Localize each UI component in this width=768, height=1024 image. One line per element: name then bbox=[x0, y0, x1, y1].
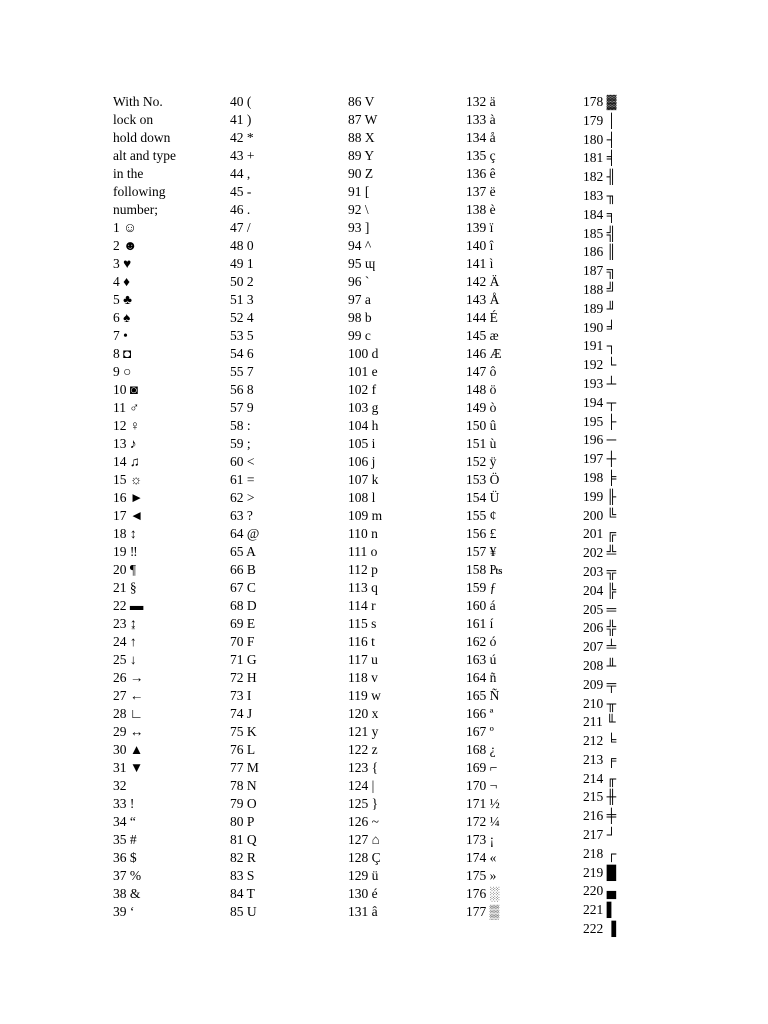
code-entry: 199 ╟ bbox=[583, 488, 617, 504]
code-entry: 28 ∟ bbox=[113, 706, 144, 721]
code-entry: 204 ╠ bbox=[583, 582, 617, 598]
code-entry: 96 ` bbox=[348, 274, 370, 289]
code-entry: 77 M bbox=[230, 760, 259, 775]
code-entry: 113 q bbox=[348, 580, 378, 595]
code-entry: 35 # bbox=[113, 832, 137, 847]
code-entry: 76 L bbox=[230, 742, 256, 757]
code-entry: 73 I bbox=[230, 688, 252, 703]
code-entry: 45 - bbox=[230, 184, 252, 199]
code-entry: 126 ~ bbox=[348, 814, 379, 829]
code-entry: 165 Ñ bbox=[466, 688, 500, 703]
code-entry: 146 Æ bbox=[466, 346, 502, 361]
code-entry: 22 ▬ bbox=[113, 598, 144, 613]
code-entry: 133 à bbox=[466, 112, 496, 127]
code-entry: in the bbox=[113, 166, 144, 181]
code-entry: 82 R bbox=[230, 850, 256, 865]
code-entry: 65 A bbox=[230, 544, 256, 559]
code-entry: 49 1 bbox=[230, 256, 254, 271]
code-entry: 123 { bbox=[348, 760, 379, 775]
code-entry: 136 ê bbox=[466, 166, 496, 181]
code-entry: 47 / bbox=[230, 220, 251, 235]
code-entry: 220 ▄ bbox=[583, 883, 617, 899]
code-entry: 158 ₧ bbox=[466, 562, 503, 577]
code-entry: 55 7 bbox=[230, 364, 254, 379]
code-entry: 160 á bbox=[466, 598, 496, 613]
code-entry: With No. bbox=[113, 94, 163, 109]
column-5 bbox=[583, 93, 695, 939]
code-entry: 157 ¥ bbox=[466, 544, 497, 559]
code-entry: 38 & bbox=[113, 886, 141, 901]
code-entry: 189 ╜ bbox=[583, 300, 617, 316]
code-entry: 188 ╝ bbox=[583, 281, 617, 297]
column-2 bbox=[230, 93, 342, 921]
code-entry: 21 § bbox=[113, 580, 137, 595]
code-entry: 212 ╘ bbox=[583, 733, 617, 749]
code-entry: 203 ╦ bbox=[583, 563, 617, 579]
code-entry: 192 └ bbox=[583, 357, 617, 373]
code-entry: 1 ☺ bbox=[113, 220, 137, 235]
code-entry: 59 ; bbox=[230, 436, 251, 451]
code-entry: 180 ┤ bbox=[583, 131, 617, 147]
code-entry: 152 ÿ bbox=[466, 454, 497, 469]
code-entry: 144 É bbox=[466, 310, 498, 325]
code-entry: 222 ▐ bbox=[583, 921, 617, 937]
code-entry: 134 å bbox=[466, 130, 496, 145]
code-entry: 181 ╡ bbox=[583, 150, 617, 166]
code-entry: 142 Ä bbox=[466, 274, 500, 289]
code-entry: 9 ○ bbox=[113, 364, 132, 379]
code-entry: 215 ╫ bbox=[583, 789, 617, 805]
code-entry: 179 │ bbox=[583, 112, 617, 128]
code-entry: 57 9 bbox=[230, 400, 254, 415]
code-entry: 20 ¶ bbox=[113, 562, 136, 577]
code-entry: 61 = bbox=[230, 472, 255, 487]
code-entry: 187 ╗ bbox=[583, 263, 617, 279]
code-entry: 115 s bbox=[348, 616, 377, 631]
code-entry: 216 ╪ bbox=[583, 808, 617, 824]
code-entry: 197 ┼ bbox=[583, 451, 617, 467]
code-entry: 105 i bbox=[348, 436, 376, 451]
code-entry: 173 ¡ bbox=[466, 832, 495, 847]
code-entry: 176 ░ bbox=[466, 886, 500, 901]
code-entry: 194 ┬ bbox=[583, 394, 617, 410]
code-entry: 54 6 bbox=[230, 346, 254, 361]
code-entry: 139 ï bbox=[466, 220, 494, 235]
code-entry: 94 ^ bbox=[348, 238, 372, 253]
code-entry: 112 p bbox=[348, 562, 378, 577]
code-entry: 13 ♪ bbox=[113, 436, 137, 451]
code-entry: 91 [ bbox=[348, 184, 370, 199]
code-entry: 167 º bbox=[466, 724, 494, 739]
code-entry: 3 ♥ bbox=[113, 256, 132, 271]
code-entry: 193 ┴ bbox=[583, 375, 617, 391]
code-entry: 66 B bbox=[230, 562, 256, 577]
code-entry: 14 ♫ bbox=[113, 454, 140, 469]
code-entry: 36 $ bbox=[113, 850, 137, 865]
code-entry: 39 ‘ bbox=[113, 904, 135, 919]
code-entry: 211 ╙ bbox=[583, 714, 616, 730]
code-entry: 201 ╔ bbox=[583, 526, 617, 542]
code-entry: 68 D bbox=[230, 598, 257, 613]
code-entry: 122 z bbox=[348, 742, 378, 757]
code-entry: 190 ╛ bbox=[583, 319, 617, 335]
code-entry: 121 y bbox=[348, 724, 379, 739]
code-entry: 217 ┘ bbox=[583, 827, 617, 843]
code-entry: 40 ( bbox=[230, 94, 252, 109]
code-entry: 213 ╒ bbox=[583, 751, 617, 767]
code-entry: 128 Ç bbox=[348, 850, 381, 865]
code-entry: 137 ë bbox=[466, 184, 496, 199]
code-entry: 83 S bbox=[230, 868, 255, 883]
code-entry: 198 ╞ bbox=[583, 469, 617, 485]
code-entry: 10 ◙ bbox=[113, 382, 139, 397]
code-entry: 99 c bbox=[348, 328, 371, 343]
code-entry: 63 ? bbox=[230, 508, 253, 523]
code-entry: 104 h bbox=[348, 418, 379, 433]
code-entry: 86 V bbox=[348, 94, 375, 109]
code-entry: 79 O bbox=[230, 796, 257, 811]
code-entry: 27 ← bbox=[113, 688, 144, 703]
code-entry: 205 ═ bbox=[583, 601, 617, 617]
code-entry: 161 í bbox=[466, 616, 494, 631]
code-entry: 64 @ bbox=[230, 526, 260, 541]
code-entry: 127 ⌂ bbox=[348, 832, 380, 847]
code-entry: 109 m bbox=[348, 508, 383, 523]
code-entry: 34 “ bbox=[113, 814, 136, 829]
code-entry: 131 â bbox=[348, 904, 378, 919]
code-entry: 80 P bbox=[230, 814, 255, 829]
code-entry: 81 Q bbox=[230, 832, 257, 847]
code-entry: 60 < bbox=[230, 454, 255, 469]
code-entry: 166 ª bbox=[466, 706, 494, 721]
code-entry: 141 ì bbox=[466, 256, 494, 271]
code-entry: 163 ú bbox=[466, 652, 497, 667]
code-entry: 50 2 bbox=[230, 274, 254, 289]
code-entry: 208 ╨ bbox=[583, 657, 617, 673]
column-1 bbox=[113, 93, 225, 921]
code-entry: 169 ⌐ bbox=[466, 760, 498, 775]
code-entry: 111 o bbox=[348, 544, 378, 559]
code-entry: 164 ñ bbox=[466, 670, 497, 685]
code-entry: 37 % bbox=[113, 868, 142, 883]
code-entry: 78 N bbox=[230, 778, 257, 793]
code-entry: 151 ù bbox=[466, 436, 497, 451]
code-entry: 153 Ö bbox=[466, 472, 500, 487]
code-entry: 156 £ bbox=[466, 526, 497, 541]
code-entry: 67 C bbox=[230, 580, 256, 595]
code-entry: 87 W bbox=[348, 112, 378, 127]
code-entry: 25 ↓ bbox=[113, 652, 137, 667]
code-entry: 93 ] bbox=[348, 220, 370, 235]
code-entry: 147 ô bbox=[466, 364, 497, 379]
code-entry: 183 ╖ bbox=[583, 187, 617, 203]
code-entry: 184 ╕ bbox=[583, 206, 617, 222]
code-entry: 56 8 bbox=[230, 382, 254, 397]
code-entry: 221 ▌ bbox=[583, 902, 617, 918]
code-entry: 62 > bbox=[230, 490, 255, 505]
code-entry: 43 + bbox=[230, 148, 255, 163]
code-entry: 162 ó bbox=[466, 634, 497, 649]
code-entry: 174 « bbox=[466, 850, 497, 865]
code-entry: 218 ┌ bbox=[583, 845, 617, 861]
code-entry: 130 é bbox=[348, 886, 378, 901]
code-entry: 124 | bbox=[348, 778, 375, 793]
code-entry: 52 4 bbox=[230, 310, 254, 325]
code-entry: 48 0 bbox=[230, 238, 254, 253]
code-entry: 116 t bbox=[348, 634, 375, 649]
code-entry: 171 ½ bbox=[466, 796, 500, 811]
code-entry: 42 * bbox=[230, 130, 254, 145]
code-entry: 4 ♦ bbox=[113, 274, 131, 289]
code-entry: 202 ╩ bbox=[583, 545, 617, 561]
code-entry: 12 ♀ bbox=[113, 418, 140, 433]
code-entry: lock on bbox=[113, 112, 154, 127]
code-entry: 100 d bbox=[348, 346, 379, 361]
code-entry: 24 ↑ bbox=[113, 634, 137, 649]
code-entry: 209 ╤ bbox=[583, 676, 617, 692]
code-entry: 74 J bbox=[230, 706, 253, 721]
code-entry: 107 k bbox=[348, 472, 379, 487]
code-entry: 98 b bbox=[348, 310, 372, 325]
code-entry: 18 ↕ bbox=[113, 526, 137, 541]
code-entry: 6 ♠ bbox=[113, 310, 131, 325]
code-entry: 119 w bbox=[348, 688, 381, 703]
code-entry: 53 5 bbox=[230, 328, 254, 343]
code-entry: 149 ò bbox=[466, 400, 497, 415]
code-entry: 114 r bbox=[348, 598, 376, 613]
code-entry: 58 : bbox=[230, 418, 251, 433]
code-entry: 120 x bbox=[348, 706, 379, 721]
code-entry: 84 T bbox=[230, 886, 255, 901]
code-entry: 16 ► bbox=[113, 490, 144, 505]
code-entry: 15 ☼ bbox=[113, 472, 143, 487]
column-3 bbox=[348, 93, 460, 921]
code-entry: 143 Å bbox=[466, 292, 500, 307]
code-entry: 110 n bbox=[348, 526, 378, 541]
code-entry: 178 ▓ bbox=[583, 94, 617, 109]
code-entry: 186 ║ bbox=[583, 244, 617, 260]
code-entry: 8 ◘ bbox=[113, 346, 132, 361]
code-entry: 71 G bbox=[230, 652, 257, 667]
code-entry: 148 ö bbox=[466, 382, 497, 397]
code-entry: 5 ♣ bbox=[113, 292, 132, 307]
code-entry: 26 → bbox=[113, 670, 144, 685]
code-entry: 138 è bbox=[466, 202, 496, 217]
code-entry: 2 ☻ bbox=[113, 238, 138, 253]
code-entry: 182 ╢ bbox=[583, 169, 617, 185]
code-entry: 69 E bbox=[230, 616, 256, 631]
code-entry: 191 ┐ bbox=[583, 338, 617, 354]
code-entry: 219 █ bbox=[583, 864, 617, 880]
code-entry: 70 F bbox=[230, 634, 255, 649]
code-entry: 129 ü bbox=[348, 868, 379, 883]
code-entry: 118 v bbox=[348, 670, 378, 685]
code-entry: 23 ↨ bbox=[113, 616, 137, 631]
code-entry: 11 ♂ bbox=[113, 400, 140, 415]
code-entry: 31 ▼ bbox=[113, 760, 144, 775]
code-entry: 90 Z bbox=[348, 166, 374, 181]
code-entry: following bbox=[113, 184, 166, 199]
code-entry: 117 u bbox=[348, 652, 378, 667]
code-entry: number; bbox=[113, 202, 158, 217]
code-entry: 206 ╬ bbox=[583, 620, 617, 636]
code-entry: 196 ─ bbox=[583, 432, 617, 448]
code-entry: 102 f bbox=[348, 382, 377, 397]
code-entry: 46 . bbox=[230, 202, 251, 217]
code-entry: 168 ¿ bbox=[466, 742, 496, 757]
code-entry: 145 æ bbox=[466, 328, 499, 343]
code-entry: 159 ƒ bbox=[466, 580, 497, 595]
code-entry: 72 H bbox=[230, 670, 257, 685]
code-entry: 17 ◄ bbox=[113, 508, 144, 523]
code-entry: 88 X bbox=[348, 130, 375, 145]
code-entry: 106 j bbox=[348, 454, 376, 469]
code-entry: 92 \ bbox=[348, 202, 369, 217]
code-entry: 85 U bbox=[230, 904, 257, 919]
code-entry: 155 ¢ bbox=[466, 508, 497, 523]
code-entry: 140 î bbox=[466, 238, 494, 253]
code-entry: 150 û bbox=[466, 418, 497, 433]
code-entry: 95 ɰ bbox=[348, 256, 376, 271]
code-entry: 41 ) bbox=[230, 112, 252, 127]
code-entry: 108 l bbox=[348, 490, 376, 505]
code-entry: 29 ↔ bbox=[113, 724, 144, 739]
code-entry: 172 ¼ bbox=[466, 814, 500, 829]
code-entry: alt and type bbox=[113, 148, 176, 163]
code-entry: 175 » bbox=[466, 868, 497, 883]
code-entry: 185 ╣ bbox=[583, 225, 617, 241]
code-entry: 32 bbox=[113, 778, 127, 793]
code-entry: 75 K bbox=[230, 724, 257, 739]
code-entry: 195 ├ bbox=[583, 413, 617, 429]
code-entry: 33 ! bbox=[113, 796, 135, 811]
code-entry: 30 ▲ bbox=[113, 742, 144, 757]
code-entry: 51 3 bbox=[230, 292, 254, 307]
code-entry: 89 Y bbox=[348, 148, 375, 163]
code-entry: 7 • bbox=[113, 328, 128, 343]
code-entry: 154 Ü bbox=[466, 490, 500, 505]
code-entry: 19 ‼ bbox=[113, 544, 138, 559]
code-entry: 97 a bbox=[348, 292, 371, 307]
code-entry: 135 ç bbox=[466, 148, 496, 163]
code-entry: 170 ¬ bbox=[466, 778, 498, 793]
code-entry: 101 e bbox=[348, 364, 378, 379]
column-4 bbox=[466, 93, 578, 921]
code-entry: 200 ╚ bbox=[583, 507, 617, 523]
code-entry: 214 ╓ bbox=[583, 770, 617, 786]
code-entry: hold down bbox=[113, 130, 171, 145]
code-entry: 177 ▒ bbox=[466, 904, 500, 919]
code-entry: 103 g bbox=[348, 400, 379, 415]
code-entry: 44 , bbox=[230, 166, 251, 181]
code-entry: 125 } bbox=[348, 796, 379, 811]
code-entry: 207 ╧ bbox=[583, 639, 617, 655]
code-entry: 210 ╥ bbox=[583, 695, 617, 711]
code-entry: 132 ä bbox=[466, 94, 496, 109]
